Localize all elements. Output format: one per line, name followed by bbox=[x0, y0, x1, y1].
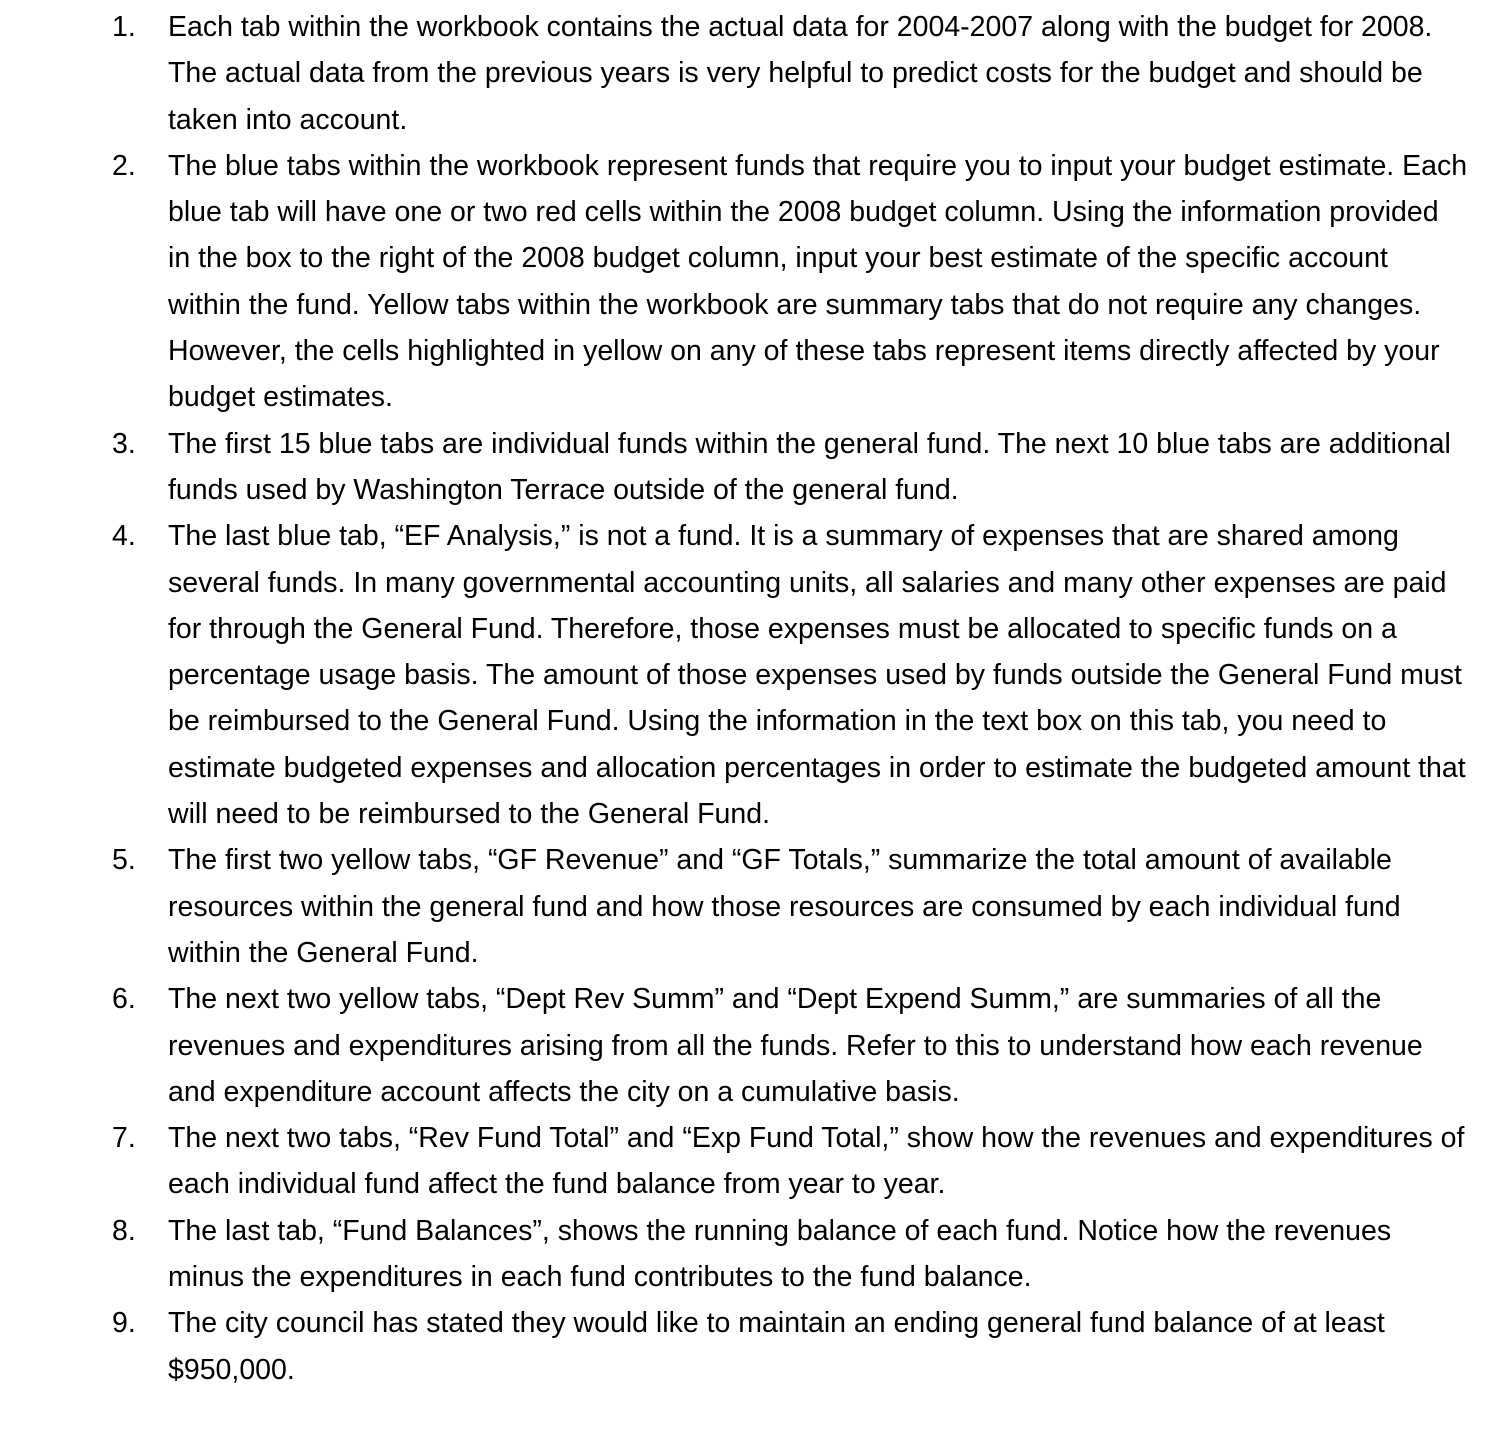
list-item bbox=[0, 143, 1504, 421]
list-item-text: The city council has stated they would like to maintain an ending general fund balance of at least $950,000. bbox=[168, 1307, 1385, 1386]
list-item-number: 4. bbox=[112, 520, 136, 553]
list-item bbox=[0, 4, 1504, 143]
list-item-text: The next two yellow tabs, “Dept Rev Summ” and “Dept Expend Summ,” are summaries of all the revenues and expenditures arising from all the funds. Refer to this to understand how each revenue and expenditure account affects the city on a cumulative basis. bbox=[168, 983, 1423, 1108]
list-item bbox=[0, 513, 1504, 837]
list-item-number: 2. bbox=[112, 149, 136, 182]
list-item-text: The first two yellow tabs, “GF Revenue” and “GF Totals,” summarize the total amount of available resources within the general fund and how those resources are consumed by each individual fund within the General Fund. bbox=[168, 844, 1401, 969]
list-item-text: The first 15 blue tabs are individual funds within the general fund. The next 10 blue tabs are additional funds used by Washington Terrace outside of the general fund. bbox=[168, 427, 1451, 506]
list-item-text: The next two tabs, “Rev Fund Total” and “Exp Fund Total,” show how the revenues and expenditures of each individual fund affect the fund balance from year to year. bbox=[168, 1122, 1465, 1201]
list-item-number: 9. bbox=[112, 1307, 136, 1340]
list-item-number: 1. bbox=[112, 11, 136, 43]
list-item-number: 6. bbox=[112, 983, 136, 1016]
list-item-text: The last blue tab, “EF Analysis,” is not a fund. It is a summary of expenses that are shared among several funds. In many governmental accounting units, all salaries and many other expenses are paid for through the General Fund. Therefore, those expenses must be allocated to specific funds on a percentage usage basis. The amount of those expenses used by funds outside the General Fund must be reimbursed to the General Fund. Using the information in the text box on this tab, you need to estimate budgeted expenses and allocation percentages in order to estimate the budgeted amount that will need to be reimbursed to the General Fund. bbox=[168, 520, 1466, 831]
list-item-text: Each tab within the workbook contains the actual data for 2004-2007 along with the budget for 2008. The actual data from the previous years is very helpful to predict costs for the budget and should be taken into account. bbox=[168, 11, 1433, 136]
list-item-number: 7. bbox=[112, 1122, 136, 1155]
list-item-text: The blue tabs within the workbook represent funds that require you to input your budget estimate. Each blue tab will have one or two red cells within the 2008 budget column. Using the information provided in the box to the right of the 2008 budget column, input your best estimate of the specific account within the fund. Yellow tabs within the workbook are summary tabs that do not require any changes. However, the cells highlighted in yellow on any of these tabs represent items directly affected by your budget estimates. bbox=[168, 149, 1468, 414]
list-item-number: 8. bbox=[112, 1214, 136, 1247]
list-item bbox=[0, 976, 1504, 1115]
list-item-number: 5. bbox=[112, 844, 136, 877]
list-item bbox=[0, 421, 1504, 514]
list-item-text: The last tab, “Fund Balances”, shows the running balance of each fund. Notice how the revenues minus the expenditures in each fund contributes to the fund balance. bbox=[168, 1214, 1392, 1294]
instruction-list bbox=[0, 4, 1504, 1393]
list-item-number: 3. bbox=[112, 427, 136, 460]
list-item bbox=[0, 1300, 1504, 1393]
list-item bbox=[0, 1208, 1504, 1301]
list-item bbox=[0, 837, 1504, 976]
list-item bbox=[0, 1115, 1504, 1208]
